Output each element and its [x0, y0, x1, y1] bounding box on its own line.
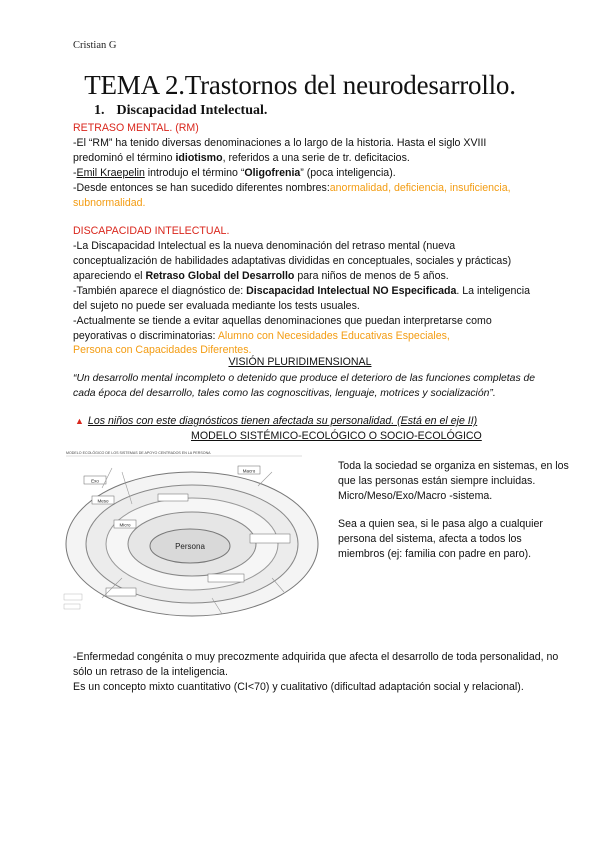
rm-line-3a: -	[73, 167, 77, 179]
exo-label: Exo	[91, 478, 99, 484]
di-heading: DISCAPACIDAD INTELECTUAL.	[73, 225, 230, 237]
model-side-5: persona del sistema, afecta a todos los	[338, 533, 522, 545]
di-alternative-name-1: Alumno con Necesidades Educativas Especiales,	[217, 330, 450, 342]
meso-label: Meso	[97, 498, 109, 504]
rm-line-3c: introdujo el término “	[144, 167, 245, 179]
idiotismo-term: idiotismo	[175, 152, 223, 164]
rm-line-1: -El “RM” ha tenido diversas denominaciones a lo largo de la historia. Hasta el siglo XVIII	[73, 137, 487, 149]
rm-line-3e: ” (poca inteligencia).	[300, 167, 396, 179]
rm-line-3	[73, 166, 396, 181]
section-number: 1.	[94, 103, 105, 118]
di-line-6: -Actualmente se tiende a evitar aquellas denominaciones que puedan interpretarse como	[73, 315, 492, 327]
model-side-2: que las personas están siempre incluidas.	[338, 475, 536, 487]
section-title: Discapacidad Intelectual.	[116, 103, 268, 118]
ecological-model-diagram	[62, 428, 324, 634]
micro-label: Micro	[119, 522, 131, 528]
final-line-1: -Enfermedad congénita o muy precozmente adquirida que afecta el desarrollo de toda personalidad, no	[73, 651, 559, 663]
personality-note	[75, 414, 477, 429]
di-no-especificada-term: Discapacidad Intelectual NO Especificada	[246, 285, 457, 297]
model-side-1: Toda la sociedad se organiza en sistemas, en los	[338, 460, 569, 472]
personality-note-text: Los niños con este diagnósticos tienen afectada su personalidad. (Está en el eje II)	[87, 415, 478, 427]
diagram-top-caption: MODELO ECOLÓGICO DE LOS SISTEMAS DE APOYO CENTRADOS EN LA PERSONA	[66, 451, 211, 455]
vision-quote-2: cada época del desarrollo, tales como las cognoscitivas, lenguaje, motrices y socialización”.	[73, 388, 496, 399]
di-line-4c: . La inteligencia	[456, 285, 530, 297]
vision-quote-1: “Un desarrollo mental incompleto o detenido que produce el deterioro de las funciones completas de	[73, 373, 536, 384]
oligofrenia-term: Oligofrenia	[244, 167, 301, 179]
di-line-8: Persona con Capacidades Diferentes.	[73, 344, 252, 356]
rm-line-2c: , referidos a una serie de tr. deficitacios.	[222, 152, 410, 164]
model-side-6: miembros (ej: familia con padre en paro).	[338, 548, 532, 560]
di-line-3c: para niños de menos de 5 años.	[294, 270, 449, 282]
kraepelin-name: Emil Kraepelin	[76, 167, 145, 179]
di-line-7a: peyorativas o discriminatorias:	[73, 330, 218, 342]
warning-icon: ▲	[75, 416, 84, 426]
rm-line-2a: predominó el término	[73, 152, 176, 164]
rm-line-4	[73, 181, 511, 196]
macro-label: Macro	[242, 468, 256, 474]
di-line-3	[73, 269, 449, 284]
rm-heading: RETRASO MENTAL. (RM)	[73, 122, 199, 134]
persona-label: Persona	[175, 542, 205, 551]
author-name: Cristian G	[73, 40, 117, 51]
rm-line-5: subnormalidad.	[73, 197, 146, 209]
di-line-7	[73, 329, 450, 344]
di-line-4a: -También aparece el diagnóstico de:	[73, 285, 247, 297]
model-side-3: Micro/Meso/Exo/Macro -sistema.	[338, 490, 493, 502]
section-heading	[94, 103, 267, 119]
model-heading: MODELO SISTÉMICO-ECOLÓGICO O SOCIO-ECOLÓGICO	[191, 430, 482, 442]
rm-line-4a: -Desde entonces se han sucedido diferentes nombres:	[73, 182, 330, 194]
final-line-2: sólo un retraso de la inteligencia.	[73, 666, 228, 678]
di-line-1: -La Discapacidad Intelectual es la nueva denominación del retraso mental (nueva	[73, 240, 456, 252]
vision-heading: VISIÓN PLURIDIMENSIONAL	[228, 356, 372, 368]
model-side-4: Sea a quien sea, si le pasa algo a cualquier	[338, 518, 543, 530]
retraso-global-term: Retraso Global del Desarrollo	[145, 270, 295, 282]
page-title: TEMA 2.Trastornos del neurodesarrollo.	[84, 70, 516, 100]
rm-names-list: anormalidad, deficiencia, insuficiencia,	[329, 182, 511, 194]
di-line-4	[73, 284, 530, 299]
di-line-2: conceptualización de habilidades adaptativas divididas en conceptuales, sociales y prácticas)	[73, 255, 512, 267]
di-line-5: del sujeto no puede ser evaluada mediante los tests usuales.	[73, 300, 360, 312]
rm-line-2	[73, 151, 410, 166]
di-line-3a: apareciendo el	[73, 270, 146, 282]
final-line-3: Es un concepto mixto cuantitativo (CI<70) y cualitativo (dificultad adaptación social y relacional).	[73, 681, 524, 693]
